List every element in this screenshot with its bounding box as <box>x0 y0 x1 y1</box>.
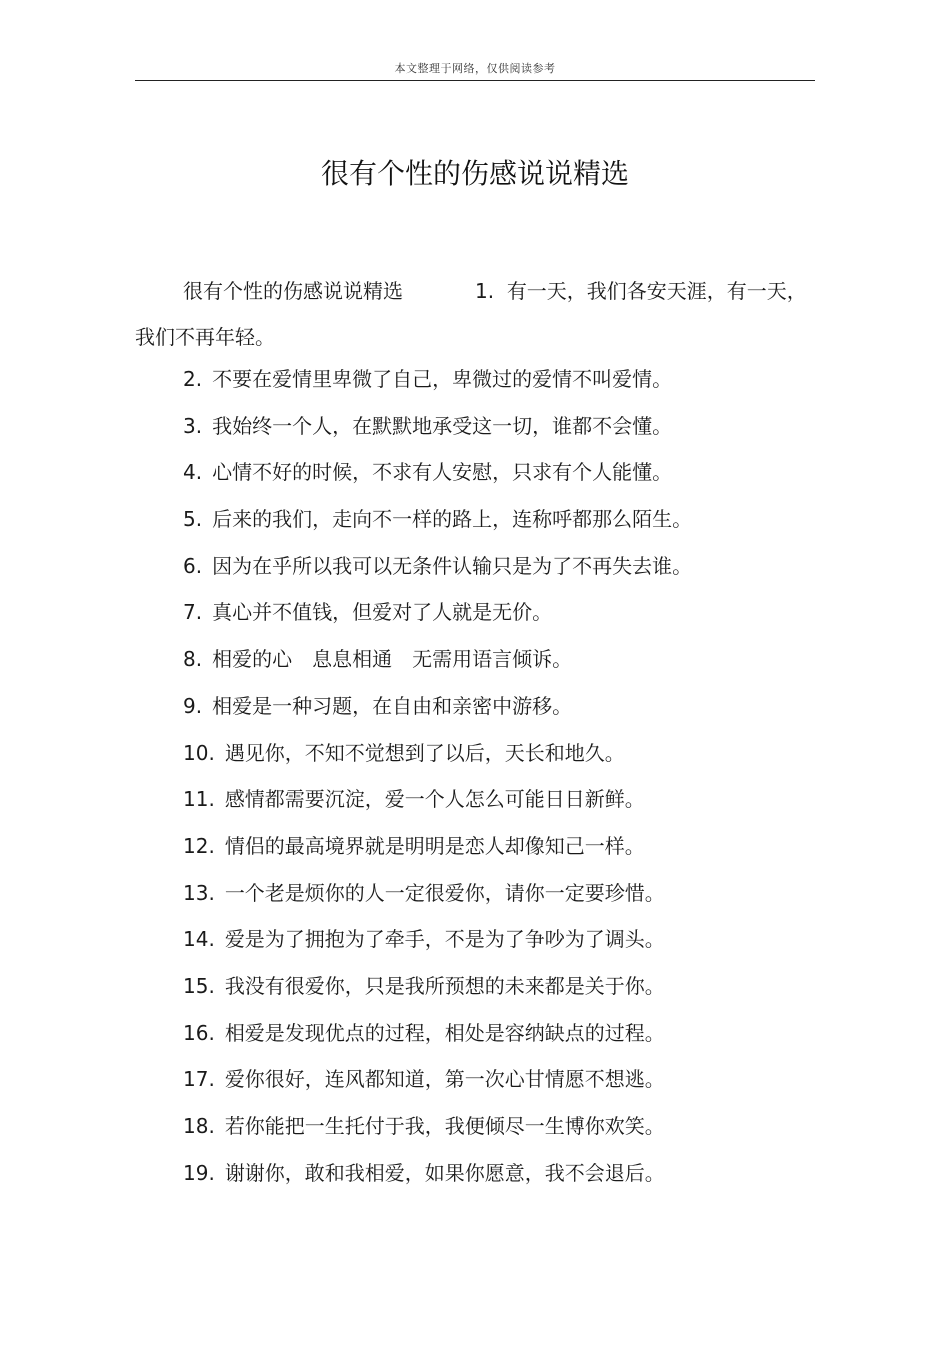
item-text: 谢谢你，敢和我相爱，如果你愿意，我不会退后。 <box>224 1160 665 1185</box>
intro-lead: 很有个性的伤感说说精选 <box>183 279 403 303</box>
item-number: 10. <box>183 740 215 765</box>
list-item <box>183 403 823 450</box>
list-item <box>183 823 823 870</box>
item-number: 18. <box>183 1114 215 1138</box>
item-text: 心情不好的时候，不求有人安慰，只求有个人能懂。 <box>212 460 673 485</box>
list-item <box>183 589 823 636</box>
document-title: 很有个性的伤感说说精选 <box>320 157 629 190</box>
list-item <box>183 683 823 730</box>
item-text: 我没有很爱你，只是我所预想的未来都是关于你。 <box>224 973 665 998</box>
item-text: 因为在乎所以我可以无条件认输只是为了不再失去谁。 <box>212 553 693 578</box>
item-text: 真心并不值钱，但爱对了人就是无价。 <box>212 600 553 625</box>
item-number: 15. <box>183 973 215 998</box>
item-number: 16. <box>183 1020 215 1045</box>
quote-list <box>183 356 823 1196</box>
item-number: 12. <box>183 833 215 858</box>
list-item <box>183 1103 823 1150</box>
list-item <box>183 963 823 1010</box>
item-number: 8. <box>183 647 203 672</box>
intro-paragraph <box>135 268 815 360</box>
item-text: 爱是为了拥抱为了牵手，不是为了争吵为了调头。 <box>224 927 665 952</box>
item-number: 14. <box>183 927 215 952</box>
intro-item-text: 有一天，我们各安天涯，有一天，我们不再年轻。 <box>135 279 807 349</box>
item-number: 13. <box>183 880 215 905</box>
list-item <box>183 1056 823 1103</box>
intro-item-number: 1. <box>475 279 495 303</box>
list-item <box>183 636 823 683</box>
header-note: 本文整理于网络，仅供阅读参考 <box>394 62 556 75</box>
item-number: 5. <box>183 507 203 532</box>
item-text: 遇见你，不知不觉想到了以后，天长和地久。 <box>224 740 625 765</box>
item-number: 3. <box>183 413 203 438</box>
header-divider <box>135 80 815 81</box>
item-text: 后来的我们，走向不一样的路上，连称呼都那么陌生。 <box>212 507 693 532</box>
item-text: 感情都需要沉淀，爱一个人怎么可能日日新鲜。 <box>224 787 645 812</box>
list-item <box>183 449 823 496</box>
item-text: 若你能把一生托付于我，我便倾尽一生博你欢笑。 <box>224 1114 665 1138</box>
item-text: 我始终一个人，在默默地承受这一切，谁都不会懂。 <box>212 413 673 438</box>
item-number: 4. <box>183 460 203 485</box>
list-item <box>183 1010 823 1057</box>
item-number: 6. <box>183 553 203 578</box>
item-number: 17. <box>183 1067 215 1092</box>
item-number: 11. <box>183 787 215 812</box>
list-item <box>183 356 823 403</box>
list-item <box>183 776 823 823</box>
list-item <box>183 916 823 963</box>
item-text: 不要在爱情里卑微了自己，卑微过的爱情不叫爱情。 <box>212 367 673 391</box>
list-item <box>183 870 823 917</box>
list-item <box>183 543 823 590</box>
item-number: 7. <box>183 600 203 625</box>
list-item <box>183 730 823 777</box>
list-item <box>183 496 823 543</box>
item-text: 情侣的最高境界就是明明是恋人却像知己一样。 <box>224 833 645 858</box>
item-number: 19. <box>183 1160 215 1185</box>
item-number: 9. <box>183 693 203 718</box>
list-item <box>183 1150 823 1197</box>
item-text: 爱你很好，连风都知道，第一次心甘情愿不想逃。 <box>224 1067 665 1092</box>
item-text: 相爱是发现优点的过程，相处是容纳缺点的过程。 <box>224 1020 665 1045</box>
item-text: 一个老是烦你的人一定很爱你，请你一定要珍惜。 <box>224 880 665 905</box>
item-number: 2. <box>183 367 203 391</box>
item-text: 相爱的心 息息相通 无需用语言倾诉。 <box>212 647 573 672</box>
item-text: 相爱是一种习题，在自由和亲密中游移。 <box>212 693 573 718</box>
